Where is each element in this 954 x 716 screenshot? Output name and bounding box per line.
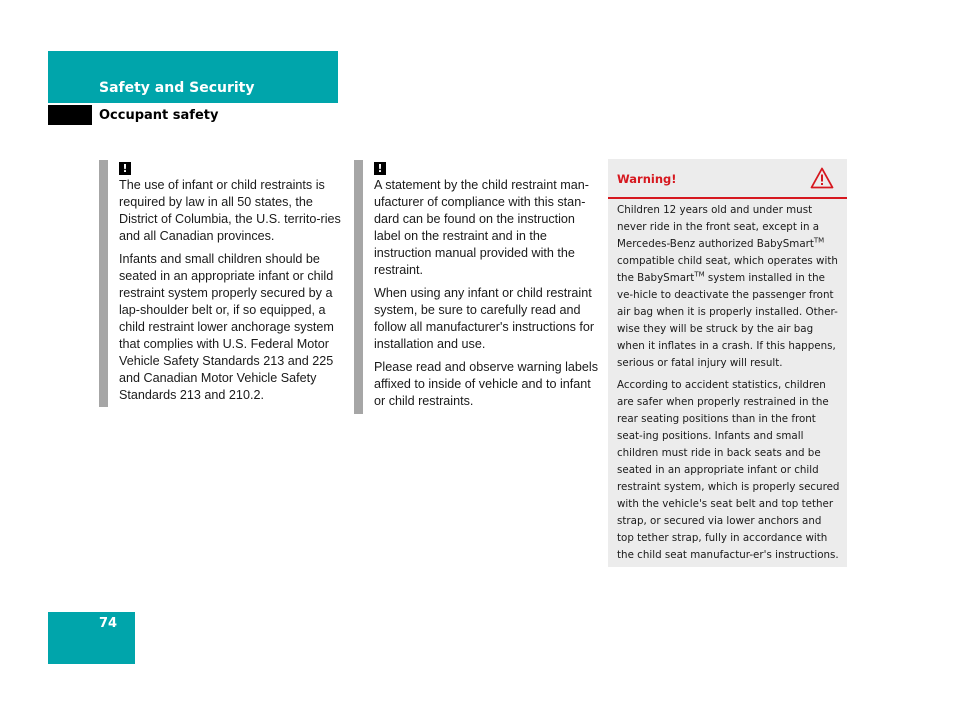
note-body: [119, 160, 344, 410]
note-body: [374, 160, 599, 416]
warning-paragraph-2: According to accident statistics, children are safer when properly restrained in the rear seating positions than in the front seat-ing positions. Infants and small children must ride in back seats and be seated in an appropriate infant or child restraint system, which is properly secured with the vehicle's seat belt and top tether strap, or secured via lower anchors and top tether strap, fully in accordance with the child seat manufactur-er's instructions.: [617, 379, 840, 561]
exclamation-icon: !: [374, 162, 386, 175]
exclamation-icon: !: [119, 162, 131, 175]
page-number-tab: [48, 612, 135, 664]
warning-label: Warning!: [617, 172, 677, 186]
warning-body: [617, 202, 841, 569]
note-paragraph: Infants and small children should be seated in an appropriate infant or child restraint system properly secured by a lap-shoulder belt or, if so equipped, a child restraint lower anchorage system that complies with U.S. Federal Motor Vehicle Safety Standards 213 and 225 and Canadian Motor Vehicle Safety Standards 213 and 210.2.: [119, 252, 334, 402]
subsection-marker: [48, 105, 92, 125]
warning-triangle-icon: [810, 167, 834, 189]
note-bar: [99, 160, 108, 407]
note-bar: [354, 160, 363, 414]
section-title: Safety and Security: [99, 80, 255, 96]
note-paragraph: A statement by the child restraint man-ufacturer of compliance with this stan-dard can be found on the instruction label on the restraint and in the instruction manual provided with the restraint.: [374, 178, 589, 277]
note-paragraph: The use of infant or child restraints is required by law in all 50 states, the District of Columbia, the U.S. territo-ries and all Canadian provinces.: [119, 178, 341, 243]
subsection-title: Occupant safety: [99, 108, 219, 123]
warning-paragraph-1: Children 12 years old and under must never ride in the front seat, except in a Mercedes-Benz authorized BabySmart™ compatible child seat, which operates with the BabySmart™ system installed in the ve-hicle to deactivate the passenger front air bag when it is properly installed. Other-wise they will be struck by the air bag when it inflates in a crash. If this happens, serious or fatal injury will result.: [617, 204, 838, 369]
warning-box: [608, 159, 847, 567]
note-paragraph: When using any infant or child restraint system, be sure to carefully read and follow all manufacturer's instructions for installation and use.: [374, 286, 595, 351]
page-number: 74: [99, 616, 118, 631]
warning-header: [608, 159, 847, 199]
note-paragraph: Please read and observe warning labels affixed to inside of vehicle and to infant or child restraints.: [374, 360, 599, 408]
